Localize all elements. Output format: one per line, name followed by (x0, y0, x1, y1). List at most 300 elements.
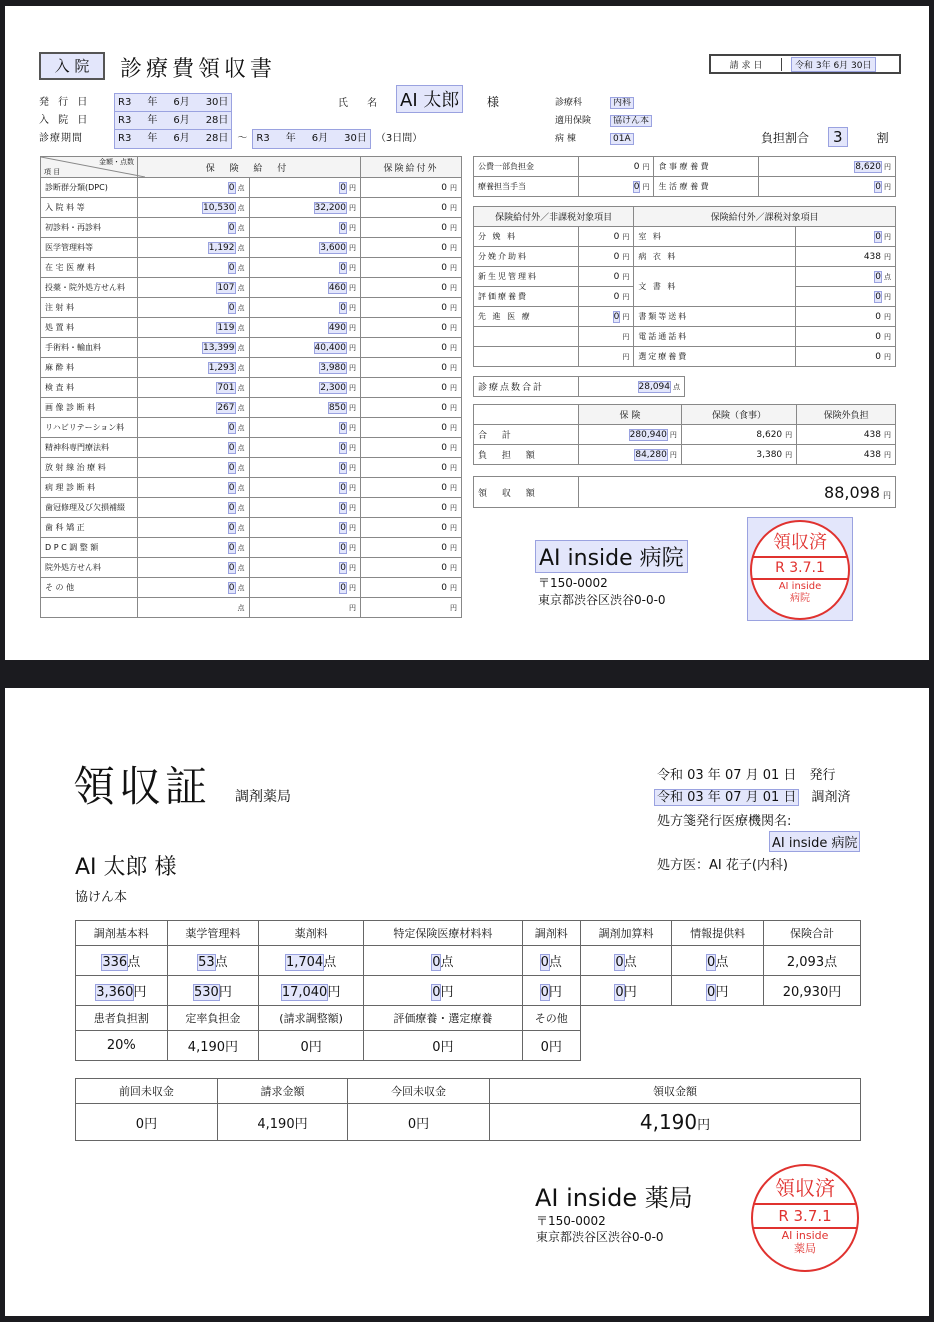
public-burden-table (473, 156, 896, 197)
fee-header: 調剤加算料 (580, 921, 672, 946)
summary-header-insured: 保 険 (579, 405, 682, 425)
stamp-line2: 病院 (790, 593, 810, 604)
insurance: 協けん本 (613, 116, 650, 126)
summary-value (681, 445, 796, 465)
item-points-unit: 点 (237, 343, 245, 352)
item-yen-unit: 円 (349, 523, 356, 532)
item-points-value: 0 (228, 222, 235, 233)
item-uninsured (361, 498, 462, 518)
nontax-label: 先 進 医 療 (474, 307, 579, 327)
item-yen-value: 0 (340, 482, 346, 493)
public-burden-row (474, 177, 896, 197)
received-label: 領 収 額 (474, 477, 579, 508)
summary-value (579, 445, 682, 465)
item-uninsured (361, 278, 462, 298)
paid-stamp (750, 520, 850, 620)
itemized-row (41, 298, 462, 318)
item-points (138, 478, 250, 498)
item-points (138, 538, 250, 558)
blank-cell (580, 1006, 860, 1061)
dispense-line (655, 786, 850, 805)
itemized-row (41, 458, 462, 478)
item-yen (249, 478, 361, 498)
hospital-postal: 〒150-0002 (538, 576, 608, 590)
itemized-row (41, 438, 462, 458)
row-value (759, 157, 896, 177)
nontax-value (579, 347, 634, 367)
tax-value (796, 307, 896, 327)
summary-header-meal: 保険（食事） (681, 405, 796, 425)
item-yen-unit: 円 (349, 183, 356, 192)
insured-header: 保 険 給 付 (138, 157, 361, 178)
summary-value (797, 445, 896, 465)
nontax-value (579, 307, 634, 327)
item-yen-unit: 円 (349, 343, 356, 352)
item-uninsured-unit: 円 (450, 503, 457, 512)
fee-points (167, 946, 259, 976)
fee-yen (363, 976, 522, 1006)
value: 20,930 (782, 985, 829, 1000)
stamp-date: R 3.7.1 (752, 558, 848, 580)
amount-header: 前回未収金 (76, 1079, 218, 1104)
item-points (138, 398, 250, 418)
item-points (138, 558, 250, 578)
itemized-row (41, 478, 462, 498)
item-uninsured (361, 258, 462, 278)
fee-header: 調剤料 (522, 921, 580, 946)
item-uninsured-unit: 円 (450, 263, 457, 272)
nontax-value (579, 327, 634, 347)
item-points-value: 0 (228, 542, 235, 553)
value: 1,704 (285, 955, 324, 970)
burden-value: 3 (829, 128, 847, 146)
item-yen-unit: 円 (349, 483, 356, 492)
fee-yen (259, 976, 364, 1006)
burden-header: 評価療養・選定療養 (363, 1006, 522, 1031)
issue-line (657, 764, 835, 783)
item-yen-value: 0 (340, 542, 346, 553)
value: 438 (863, 251, 881, 262)
row-label: 療養担当手当 (474, 177, 579, 197)
item-points-value: 1,192 (208, 242, 235, 253)
item-label: 病 理 診 断 料 (41, 478, 138, 498)
item-yen (249, 238, 361, 258)
unit: 円 (440, 985, 454, 1000)
item-label: D P C 調 整 額 (41, 538, 138, 558)
unit: 円 (884, 162, 891, 171)
nontax-value (579, 267, 634, 287)
value: 0 (432, 985, 441, 1000)
item-uninsured (361, 478, 462, 498)
item-uninsured (361, 178, 462, 198)
unit: 点 (715, 955, 729, 970)
unit: 点 (824, 955, 838, 970)
item-points (138, 418, 250, 438)
item-uninsured-unit: 円 (450, 583, 457, 592)
itemized-row (41, 378, 462, 398)
item-uninsured-value: 0 (441, 342, 447, 353)
burden-value: 4,190円 (167, 1031, 259, 1061)
value: 0 (707, 955, 716, 970)
item-uninsured-value: 0 (441, 202, 447, 213)
amount-value: 4,190円 (217, 1104, 347, 1141)
item-uninsured-unit: 円 (450, 383, 457, 392)
unit: 円 (622, 252, 630, 261)
unit: 円 (785, 430, 793, 439)
item-label: 入 院 料 等 (41, 198, 138, 218)
unit: 点 (127, 955, 141, 970)
summary-value (797, 425, 896, 445)
amount-value: 0円 (348, 1104, 490, 1141)
unit: 円 (884, 182, 891, 191)
value: 0 (615, 985, 624, 1000)
item-yen (249, 418, 361, 438)
item-uninsured-unit: 円 (450, 603, 457, 612)
fee-header: 保険合計 (763, 921, 860, 946)
dispense-label: 調剤済 (811, 790, 851, 805)
unit: 円 (327, 985, 341, 1000)
tax-value (796, 327, 896, 347)
nontax-label: 分娩介助料 (474, 247, 579, 267)
item-yen-value: 490 (328, 322, 346, 333)
item-label: 注 射 料 (41, 298, 138, 318)
burden-header: 定率負担金 (167, 1006, 259, 1031)
unit: 点 (323, 955, 337, 970)
uninsured-header: 保険給付外 (361, 157, 462, 178)
extra-row (474, 227, 896, 247)
unit: 円 (884, 312, 891, 321)
item-yen-unit: 円 (349, 323, 356, 332)
tax-label: 電話通話料 (634, 327, 796, 347)
item-uninsured (361, 398, 462, 418)
item-label: 手術料・輸血料 (41, 338, 138, 358)
item-yen-value: 0 (340, 222, 346, 233)
fee-points (580, 946, 672, 976)
value: 530 (193, 985, 219, 1000)
value: 0 (633, 161, 640, 172)
item-yen-value: 0 (340, 302, 346, 313)
item-uninsured-value: 0 (441, 182, 447, 193)
item-points-value: 0 (228, 482, 235, 493)
item-points-unit: 点 (237, 563, 245, 572)
item-points-value: 0 (228, 502, 235, 513)
item-points-unit: 点 (237, 603, 245, 612)
item-label: 歯冠修理及び欠損補綴 (41, 498, 138, 518)
item-label: 医学管理料等 (41, 238, 138, 258)
fee-points (763, 946, 860, 976)
item-yen-value: 40,400 (314, 342, 346, 353)
ward-label: 病 棟 (555, 134, 576, 144)
item-points (138, 178, 250, 198)
item-yen-unit: 円 (349, 563, 356, 572)
unit: 円 (884, 292, 891, 301)
item-yen-value: 3,980 (320, 362, 346, 373)
tax-label: 書類等送料 (634, 307, 796, 327)
unit: 円 (622, 352, 630, 361)
item-yen-value: 0 (340, 442, 346, 453)
points-total: 28,094 (638, 381, 670, 392)
item-yen (249, 458, 361, 478)
unit: 円 (884, 430, 891, 439)
itemized-row (41, 338, 462, 358)
item-yen-unit: 円 (349, 383, 356, 392)
item-points-unit: 点 (237, 483, 245, 492)
item-yen-value: 850 (328, 402, 346, 413)
item-points-unit: 点 (237, 323, 245, 332)
itemized-row (41, 198, 462, 218)
public-burden-row (474, 157, 896, 177)
item-uninsured-unit: 円 (450, 203, 457, 212)
item-points (138, 298, 250, 318)
unit: 円 (669, 450, 677, 459)
item-yen-unit: 円 (349, 503, 356, 512)
corner-top: 金額・点数 (99, 158, 134, 166)
item-yen-unit: 円 (349, 243, 356, 252)
item-yen (249, 518, 361, 538)
item-yen-value: 0 (340, 462, 346, 473)
unit: 点 (548, 955, 562, 970)
received-unit: 円 (883, 490, 891, 500)
item-points-unit: 点 (237, 423, 245, 432)
item-label: 在 宅 医 療 料 (41, 258, 138, 278)
row-value (759, 177, 896, 197)
tax-value (796, 287, 896, 307)
receipt2-subtitle: 調剤薬局 (235, 789, 291, 805)
summary-row (474, 445, 896, 465)
unit: 円 (669, 430, 677, 439)
item-yen (249, 198, 361, 218)
item-points (138, 258, 250, 278)
item-yen (249, 298, 361, 318)
item-uninsured-unit: 円 (450, 423, 457, 432)
insurance-2: 協けん本 (75, 890, 128, 905)
value: 0 (432, 955, 441, 970)
fee-points (259, 946, 364, 976)
item-uninsured (361, 378, 462, 398)
item-uninsured-value: 0 (441, 222, 447, 233)
item-uninsured-value: 0 (441, 582, 447, 593)
fee-points (522, 946, 580, 976)
receipt2-title: 領収証 (73, 762, 212, 811)
unit: 円 (133, 985, 147, 1000)
item-yen-value: 0 (340, 262, 346, 273)
item-yen-unit: 円 (349, 443, 356, 452)
corner-cell (41, 157, 138, 178)
item-points-value: 0 (228, 522, 235, 533)
item-points-unit: 点 (237, 523, 245, 532)
item-yen-value: 0 (340, 562, 346, 573)
admit-date: R3 年 6月 28日 (115, 112, 231, 130)
row-label: 食 事 療 養 費 (654, 157, 759, 177)
itemized-row (41, 578, 462, 598)
item-uninsured (361, 578, 462, 598)
extra-row (474, 247, 896, 267)
item-uninsured-value: 0 (441, 302, 447, 313)
item-yen-unit: 円 (349, 543, 356, 552)
amount-header: 今回未収金 (348, 1079, 490, 1104)
item-points-value: 107 (217, 282, 235, 293)
value: 280,940 (629, 429, 667, 440)
issue-label: 発 行 日 (39, 97, 91, 108)
itemized-row (41, 318, 462, 338)
item-uninsured-value: 0 (441, 362, 447, 373)
hospital-receipt (5, 6, 929, 660)
honorific: 様 (487, 95, 500, 109)
item-label: 画 像 診 断 料 (41, 398, 138, 418)
item-yen (249, 438, 361, 458)
admit-label: 入 院 日 (39, 115, 91, 126)
points-total-table (473, 376, 685, 397)
hospital-name: AI inside 病院 (536, 541, 687, 572)
nontax-value (579, 287, 634, 307)
summary-value (681, 425, 796, 445)
item-points-value: 0 (228, 262, 235, 273)
tax-value (796, 267, 896, 287)
burden-header: 患者負担割 (76, 1006, 168, 1031)
item-points (138, 578, 250, 598)
unit: 円 (622, 312, 630, 321)
period-days: （3日間） (375, 133, 423, 144)
item-points-value: 0 (228, 442, 235, 453)
unit: 円 (715, 985, 729, 1000)
item-yen (249, 578, 361, 598)
item-label: 検 査 料 (41, 378, 138, 398)
item-label: 投薬・院外処方せん料 (41, 278, 138, 298)
nontax-header: 保険給付外／非課税対象項目 (474, 207, 634, 227)
item-uninsured-value: 0 (441, 462, 447, 473)
fee-header: 特定保険医療材料料 (363, 921, 522, 946)
corner-bottom: 項 目 (44, 168, 61, 176)
value: 4,190 (639, 1110, 698, 1134)
fee-points (672, 946, 764, 976)
dispense-date: 令和 03 年 07 月 01 日 (657, 790, 797, 805)
item-points-unit: 点 (237, 463, 245, 472)
burden-header: (請求調整額) (259, 1006, 364, 1031)
item-uninsured (361, 318, 462, 338)
item-points-unit: 点 (237, 383, 245, 392)
billing-date-box (709, 54, 901, 74)
item-uninsured-value: 0 (441, 562, 447, 573)
item-yen-value: 0 (340, 522, 346, 533)
value: 0 (540, 985, 549, 1000)
itemized-row (41, 398, 462, 418)
fee-points (76, 946, 168, 976)
item-points-unit: 点 (237, 203, 245, 212)
item-uninsured-value: 0 (441, 242, 447, 253)
item-uninsured (361, 558, 462, 578)
summary-header-out: 保険外負担 (797, 405, 896, 425)
row-label: 生 活 療 養 費 (654, 177, 759, 197)
item-points-value: 0 (228, 582, 235, 593)
itemized-row (41, 418, 462, 438)
value: 438 (863, 429, 881, 440)
item-points-value: 267 (217, 402, 235, 413)
item-label: 院外処方せん料 (41, 558, 138, 578)
dept: 内科 (613, 98, 632, 108)
item-points (138, 238, 250, 258)
item-yen-value: 32,200 (314, 202, 346, 213)
item-points-value: 0 (228, 182, 235, 193)
pharmacy-address: 東京都渋谷区渋谷0-0-0 (536, 1230, 664, 1244)
issue-date: R3 年 6月 30日 (115, 94, 231, 112)
item-yen-unit: 円 (349, 263, 356, 272)
item-points (138, 218, 250, 238)
item-points-value: 10,530 (203, 202, 235, 213)
nontax-label (474, 347, 579, 367)
value: 84,280 (635, 449, 667, 460)
unit: 円 (697, 1118, 711, 1133)
nontax-value (579, 227, 634, 247)
item-label: そ の 他 (41, 578, 138, 598)
value: 8,620 (756, 429, 783, 440)
billing-date: 令和 3年 6月 30日 (792, 58, 875, 71)
item-uninsured (361, 418, 462, 438)
fee-table (75, 920, 861, 1061)
item-points-unit: 点 (237, 363, 245, 372)
unit: 点 (214, 955, 228, 970)
item-label: リハビリテーション料 (41, 418, 138, 438)
tax-value (796, 247, 896, 267)
item-uninsured (361, 338, 462, 358)
item-yen (249, 558, 361, 578)
item-yen (249, 378, 361, 398)
row-value (579, 157, 654, 177)
item-yen-unit: 円 (349, 603, 356, 612)
item-uninsured-unit: 円 (450, 523, 457, 532)
unit: 円 (828, 985, 842, 1000)
fee-yen (763, 976, 860, 1006)
itemized-row (41, 218, 462, 238)
itemized-row (41, 538, 462, 558)
burden-value: 0円 (259, 1031, 364, 1061)
item-yen-unit: 円 (349, 583, 356, 592)
burden-ratio (761, 128, 889, 146)
fee-header: 薬学管理料 (167, 921, 259, 946)
item-uninsured-unit: 円 (450, 363, 457, 372)
prescriber-label: 処方箋発行医療機関名: (657, 814, 792, 829)
tax-label: 室 料 (634, 227, 796, 247)
item-yen-unit: 円 (349, 403, 356, 412)
item-yen-unit: 円 (349, 303, 356, 312)
item-yen (249, 278, 361, 298)
item-points (138, 318, 250, 338)
item-yen (249, 338, 361, 358)
item-uninsured-value: 0 (441, 502, 447, 513)
item-yen (249, 538, 361, 558)
item-yen (249, 598, 361, 618)
item-points-value: 0 (228, 422, 235, 433)
item-uninsured-value: 0 (441, 322, 447, 333)
ward: 01A (613, 134, 631, 144)
unit: 円 (884, 450, 891, 459)
item-yen-value: 0 (340, 582, 346, 593)
item-uninsured (361, 238, 462, 258)
item-points-value: 701 (217, 382, 235, 393)
item-uninsured-value: 0 (441, 442, 447, 453)
item-yen-value: 3,600 (320, 242, 346, 253)
nontax-label: 評価療養費 (474, 287, 579, 307)
points-total-unit: 点 (673, 382, 680, 391)
amount-value: 0円 (76, 1104, 218, 1141)
item-uninsured-unit: 円 (450, 243, 457, 252)
itemized-row (41, 518, 462, 538)
item-label: 初診料・再診料 (41, 218, 138, 238)
item-label (41, 598, 138, 618)
item-uninsured-unit: 円 (450, 443, 457, 452)
value: 3,360 (96, 985, 134, 1000)
item-points-unit: 点 (237, 583, 245, 592)
value: 0 (875, 181, 881, 192)
